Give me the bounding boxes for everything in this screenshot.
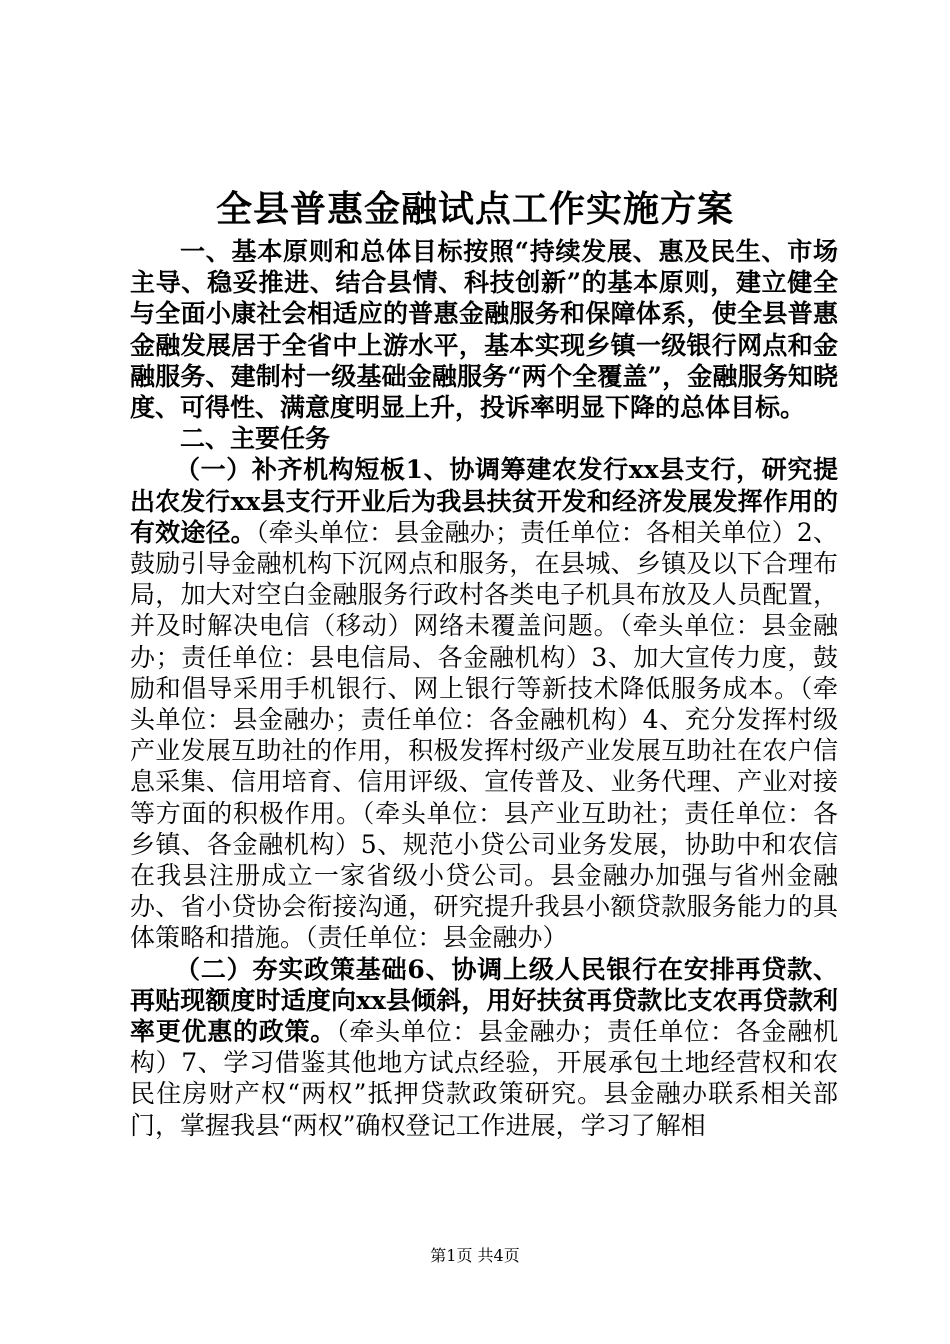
- document-title: 全县普惠金融试点工作实施方案: [215, 188, 734, 230]
- task-group-2: [130, 954, 838, 1141]
- task-group-2-lead: （二）夯实政策基础6、协调上级人民银行在安排再贷款、再贴现额度时适度向xx县倾斜，用好扶贫再贷款比支农再贷款利率更优惠的政策。: [130, 954, 838, 1047]
- task-group-1-lead: （一）补齐机构短板1、协调筹建农发行xx县支行，研究提出农发行xx县支行开业后为我县扶贫开发和经济发展发挥作用的有效途径。: [130, 455, 838, 547]
- document-body: [130, 236, 838, 1141]
- task-group-2-text: （牵头单位：县金融办；责任单位：各金融机构）7、学习借鉴其他地方试点经验，开展承包土地经营权和农民住房财产权“两权”抵押贷款政策研究。县金融办联系相关部门，掌握我县“两权”确权登记工作进展，学习了解相: [130, 1017, 838, 1140]
- section-basic-principles: 一、基本原则和总体目标按照“持续发展、惠及民生、市场主导、稳妥推进、结合县情、科技创新”的基本原则，建立健全与全面小康社会相适应的普惠金融服务和保障体系，使全县普惠金融发展居于全省中上游水平，基本实现乡镇一级银行网点和金融服务、建制村一级基础金融服务“两个全覆盖”，金融服务知晓度、可得性、满意度明显上升，投诉率明显下降的总体目标。: [130, 237, 838, 423]
- task-group-1-text: （牵头单位：县金融办；责任单位：各相关单位）2、鼓励引导金融机构下沉网点和服务，在县城、乡镇及以下合理布局，加大对空白金融服务行政村各类电子机具布放及人员配置，并及时解决电信（移动）网络未覆盖问题。（牵头单位：县金融办；责任单位：县电信局、各金融机构）3、加大宣传力度，鼓励和倡导采用手机银行、网上银行等新技术降低服务成本。（牵头单位：县金融办；责任单位：各金融机构）4、充分发挥村级产业发展互助社的作用，积极发挥村级产业发展互助社在农户信息采集、信用培育、信用评级、宣传普及、业务代理、产业对接等方面的积极作用。（牵头单位：县产业互助社；责任单位：各乡镇、各金融机构）5、规范小贷公司业务发展，协助中和农信在我县注册成立一家省级小贷公司。县金融办加强与省州金融办、省小贷协会衔接沟通，研究提升我县小额贷款服务能力的具体策略和措施。（责任单位：县金融办）: [130, 517, 838, 953]
- task-group-1: [130, 454, 838, 953]
- section-main-tasks-heading: 二、主要任务: [180, 424, 331, 454]
- page-footer: 第1页 共4页: [430, 1246, 520, 1265]
